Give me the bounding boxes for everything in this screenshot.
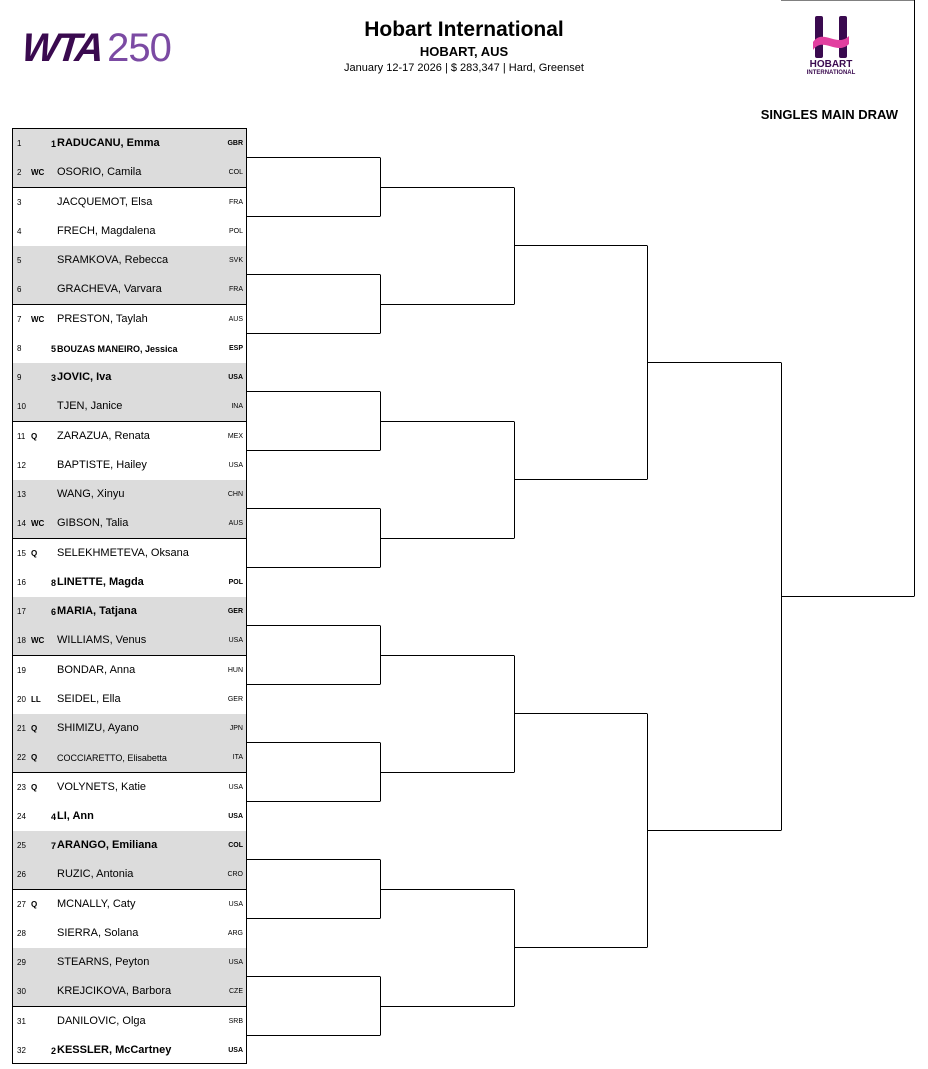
player-country: COL [228, 169, 243, 177]
player-name: SHIMIZU, Ayano [57, 722, 139, 734]
entry-status: WC [31, 519, 45, 529]
player-country: AUS [228, 315, 243, 323]
seed-number: 5 [50, 343, 56, 354]
player-country: CZE [229, 988, 243, 996]
player-name: JOVIC, Iva [57, 371, 112, 383]
player-name: STEARNS, Peyton [57, 956, 150, 968]
draw-position: 4 [17, 226, 22, 236]
draw-position: 21 [17, 724, 26, 733]
seed-number: 1 [50, 139, 56, 149]
player-name: LINETTE, Magda [57, 575, 144, 588]
player-name: SELEKHMETEVA, Oksana [57, 546, 189, 559]
player-country: ITA [232, 754, 243, 762]
player-country: USA [228, 461, 243, 469]
draw-position: 9 [17, 373, 22, 382]
draw-position: 13 [17, 490, 26, 499]
player-name: BONDAR, Anna [57, 663, 136, 676]
draw-position: 32 [17, 1045, 26, 1055]
seed-number: 2 [50, 1045, 56, 1056]
event-logo-line1: HOBART [809, 59, 853, 70]
player-country: POL [228, 578, 243, 586]
seed-number: 7 [50, 841, 56, 851]
player-name: BOUZAS MANEIRO, Jessica [57, 343, 178, 354]
player-country: GER [227, 608, 243, 615]
seed-number: 8 [50, 577, 56, 588]
draw-position: 25 [17, 841, 26, 850]
draw-position: 22 [17, 753, 26, 763]
player-name: COCCIARETTO, Elisabetta [57, 753, 167, 764]
draw-position: 20 [17, 694, 26, 704]
player-country: HUN [227, 666, 243, 674]
draw-position: 23 [17, 782, 26, 792]
draw-position: 19 [17, 665, 26, 675]
draw-position: 3 [17, 197, 22, 207]
draw-position: 15 [17, 548, 26, 558]
player-country: USA [228, 812, 243, 820]
tournament-city: HOBART, AUS [419, 44, 509, 59]
seed-number: 3 [50, 373, 56, 383]
player-name: KREJCIKOVA, Barbora [57, 985, 172, 998]
entry-status: WC [31, 168, 45, 178]
player-name: GIBSON, Talia [57, 517, 129, 530]
draw-position: 28 [17, 928, 26, 938]
player-name: WANG, Xinyu [57, 488, 125, 500]
draw-position: 8 [17, 343, 22, 353]
player-name: ZARAZUA, Renata [57, 429, 150, 442]
player-country: USA [228, 637, 243, 645]
entry-status: Q [31, 753, 38, 763]
event-logo-line2: INTERNATIONAL [806, 70, 856, 76]
player-country: CRO [227, 871, 243, 879]
player-country: USA [228, 959, 243, 966]
tournament-info: January 12-17 2026 | $ 283,347 | Hard, Greenset [344, 62, 584, 74]
player-country: SVK [228, 257, 243, 264]
entry-status: WC [31, 636, 45, 646]
draw-position: 16 [17, 577, 26, 587]
player-country: USA [228, 900, 243, 908]
player-country: INA [231, 403, 243, 411]
draw-position: 1 [17, 139, 22, 148]
player-name: GRACHEVA, Varvara [57, 283, 162, 296]
entry-status: WC [31, 314, 45, 324]
entry-status: Q [31, 431, 38, 441]
draw-position: 24 [17, 811, 26, 821]
draw-position: 6 [17, 285, 22, 295]
player-name: FRECH, Magdalena [57, 224, 156, 237]
player-country: GER [227, 695, 243, 703]
draw-position: 10 [17, 402, 26, 412]
player-name: SIERRA, Solana [57, 926, 139, 939]
player-country: SRB [228, 1017, 243, 1025]
player-country: MEX [227, 432, 243, 440]
draw-position: 2 [17, 168, 22, 178]
draw-position: 29 [17, 958, 26, 967]
draw-position: 27 [17, 899, 26, 909]
player-country: POL [228, 227, 243, 235]
player-name: RADUCANU, Emma [57, 137, 160, 149]
player-country: FRA [229, 286, 243, 294]
player-name: SRAMKOVA, Rebecca [57, 254, 169, 266]
player-name: JACQUEMOT, Elsa [57, 195, 153, 208]
player-name: BAPTISTE, Hailey [57, 458, 147, 471]
player-country: GBR [227, 140, 243, 147]
draw-position: 5 [17, 256, 22, 265]
player-name: MCNALLY, Caty [57, 897, 136, 910]
player-name: LI, Ann [57, 809, 94, 822]
player-country: USA [228, 1046, 243, 1054]
player-country: FRA [229, 198, 243, 206]
player-country: COL [228, 842, 243, 849]
entry-status: Q [31, 899, 38, 909]
player-country: USA [228, 783, 243, 791]
draw-position: 30 [17, 987, 26, 997]
player-name: MARIA, Tatjana [57, 605, 137, 617]
draw-position: 31 [17, 1016, 26, 1026]
player-name: TJEN, Janice [57, 400, 123, 413]
draw-position: 11 [17, 431, 26, 441]
entry-status: Q [31, 724, 38, 733]
entry-status: Q [31, 548, 38, 558]
player-name: OSORIO, Camila [57, 166, 142, 179]
player-country: JPN [229, 725, 243, 732]
player-country: USA [228, 374, 243, 381]
draw-label: SINGLES MAIN DRAW [760, 107, 898, 122]
wta-logo-text: WTA [19, 26, 104, 70]
player-country: AUS [228, 520, 243, 528]
tournament-title: Hobart International [364, 18, 564, 41]
draw-position: 12 [17, 460, 26, 470]
player-name: VOLYNETS, Katie [57, 780, 147, 793]
player-name: WILLIAMS, Venus [57, 634, 147, 647]
draw-position: 18 [17, 636, 26, 646]
entry-status: Q [31, 782, 38, 792]
draw-position: 26 [17, 870, 26, 880]
player-name: RUZIC, Antonia [57, 868, 134, 881]
player-country: CHN [227, 491, 243, 498]
draw-position: 7 [17, 314, 22, 324]
seed-number: 6 [50, 607, 56, 617]
entry-status: LL [31, 694, 41, 704]
player-name: KESSLER, McCartney [57, 1043, 172, 1056]
draw-position: 14 [17, 519, 26, 529]
player-country: ESP [228, 344, 243, 352]
seed-number: 4 [50, 811, 56, 822]
draw-position: 17 [17, 607, 26, 616]
player-name: SEIDEL, Ella [57, 692, 121, 705]
wta-tier-text: 250 [107, 26, 171, 70]
player-name: DANILOVIC, Olga [57, 1014, 146, 1027]
player-name: ARANGO, Emiliana [57, 839, 158, 851]
player-name: PRESTON, Taylah [57, 312, 148, 325]
player-country: ARG [227, 929, 243, 937]
